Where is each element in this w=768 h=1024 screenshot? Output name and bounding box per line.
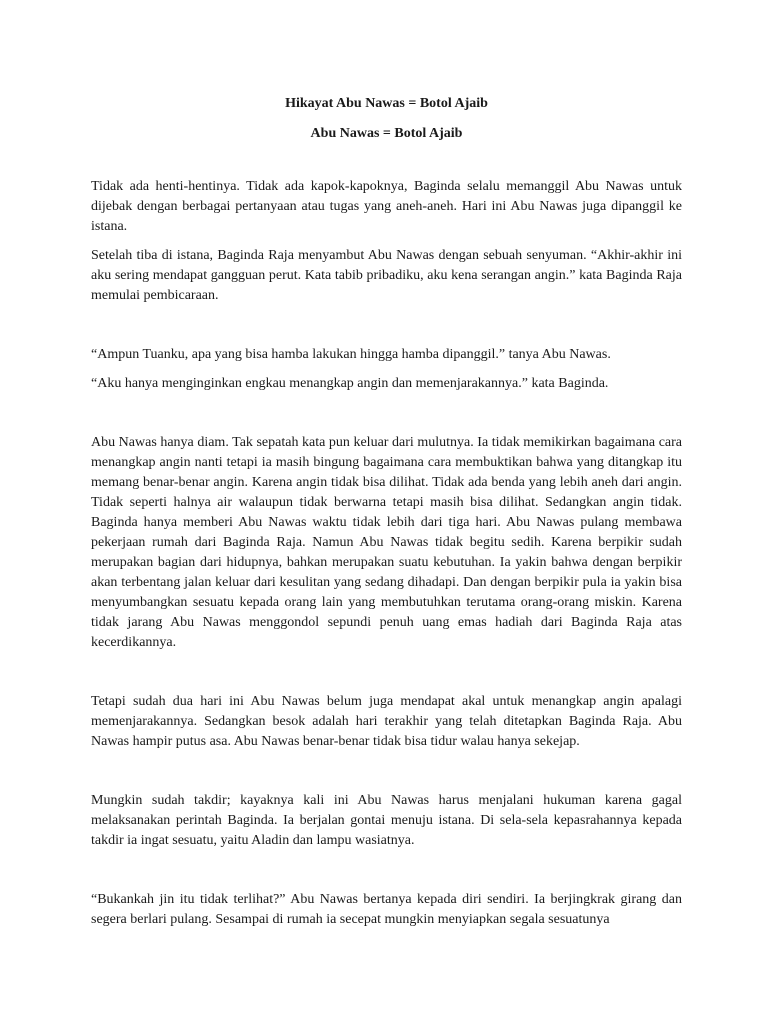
spacer [91,761,682,791]
spacer [91,662,682,692]
paragraph-6: Tetapi sudah dua hari ini Abu Nawas belum juga mendapat akal untuk menangkap angin apalagi memenjarakannya. Sedangkan besok adalah hari terakhir yang telah ditetapkan Baginda Raja. Abu Nawas hampir putus asa. Abu Nawas benar-benar tidak bisa tidur walau hanya sekejap. [91,694,682,749]
paragraph-8: “Bukankah jin itu tidak terlihat?” Abu Nawas bertanya kepada diri sendiri. Ia berjingkrak girang dan segera berlari pulang. Sesampai di rumah ia secepat mungkin menyiapkan segala sesuatunya [91,892,682,927]
spacer [91,403,682,433]
spacer [91,315,682,345]
paragraph-5: Abu Nawas hanya diam. Tak sepatah kata pun keluar dari mulutnya. Ia tidak memikirkan bagaimana cara menangkap angin nanti tetapi ia masih bingung bagaimana cara membuktikan bahwa yang ditangkap itu memang benar-benar angin. Karena angin tidak bisa dilihat. Tidak ada benda yang lebih aneh dari angin. Tidak seperti halnya air walaupun tidak berwarna tetapi masih bisa dilihat. Sedangkan angin tidak. Baginda hanya memberi Abu Nawas waktu tidak lebih dari tiga hari. Abu Nawas pulang membawa pekerjaan rumah dari Baginda Raja. Namun Abu Nawas tidak begitu sedih. Karena berpikir sudah merupakan bagian dari hidupnya, bahkan merupakan suatu kebutuhan. Ia yakin bahwa dengan berpikir akan terbentang jalan keluar dari kesulitan yang sedang dihadapi. Dan dengan berpikir pula ia yakin bisa menyumbangkan sesuatu kepada orang lain yang membutuhkan terutama orang-orang miskin. Karena tidak jarang Abu Nawas menggondol sepundi penuh uang emas hadiah dari Baginda Raja atas kecerdikannya. [91,435,682,650]
paragraph-1: Tidak ada henti-hentinya. Tidak ada kapok-kapoknya, Baginda selalu memanggil Abu Nawas untuk dijebak dengan berbagai pertanyaan atau tugas yang aneh-aneh. Hari ini Abu Nawas juga dipanggil ke istana. [91,179,682,234]
document-title: Hikayat Abu Nawas = Botol Ajaib [285,96,488,111]
spacer [91,860,682,890]
paragraph-2: Setelah tiba di istana, Baginda Raja menyambut Abu Nawas dengan sebuah senyuman. “Akhir-akhir ini aku sering mendapat gangguan perut. Kata tabib pribadiku, aku kena serangan angin.” kata Baginda Raja memulai pembicaraan. [91,248,682,303]
paragraph-7: Mungkin sudah takdir; kayaknya kali ini Abu Nawas harus menjalani hukuman karena gagal melaksanakan perintah Baginda. Ia berjalan gontai menuju istana. Di sela-sela kepasrahannya kepada takdir ia ingat sesuatu, yaitu Aladin dan lampu wasiatnya. [91,793,682,848]
paragraph-4: “Aku hanya menginginkan engkau menangkap angin dan memenjarakannya.” kata Baginda. [91,376,609,391]
document-subtitle: Abu Nawas = Botol Ajaib [310,126,463,141]
paragraph-3: “Ampun Tuanku, apa yang bisa hamba lakukan hingga hamba dipanggil.” tanya Abu Nawas. [91,347,611,362]
